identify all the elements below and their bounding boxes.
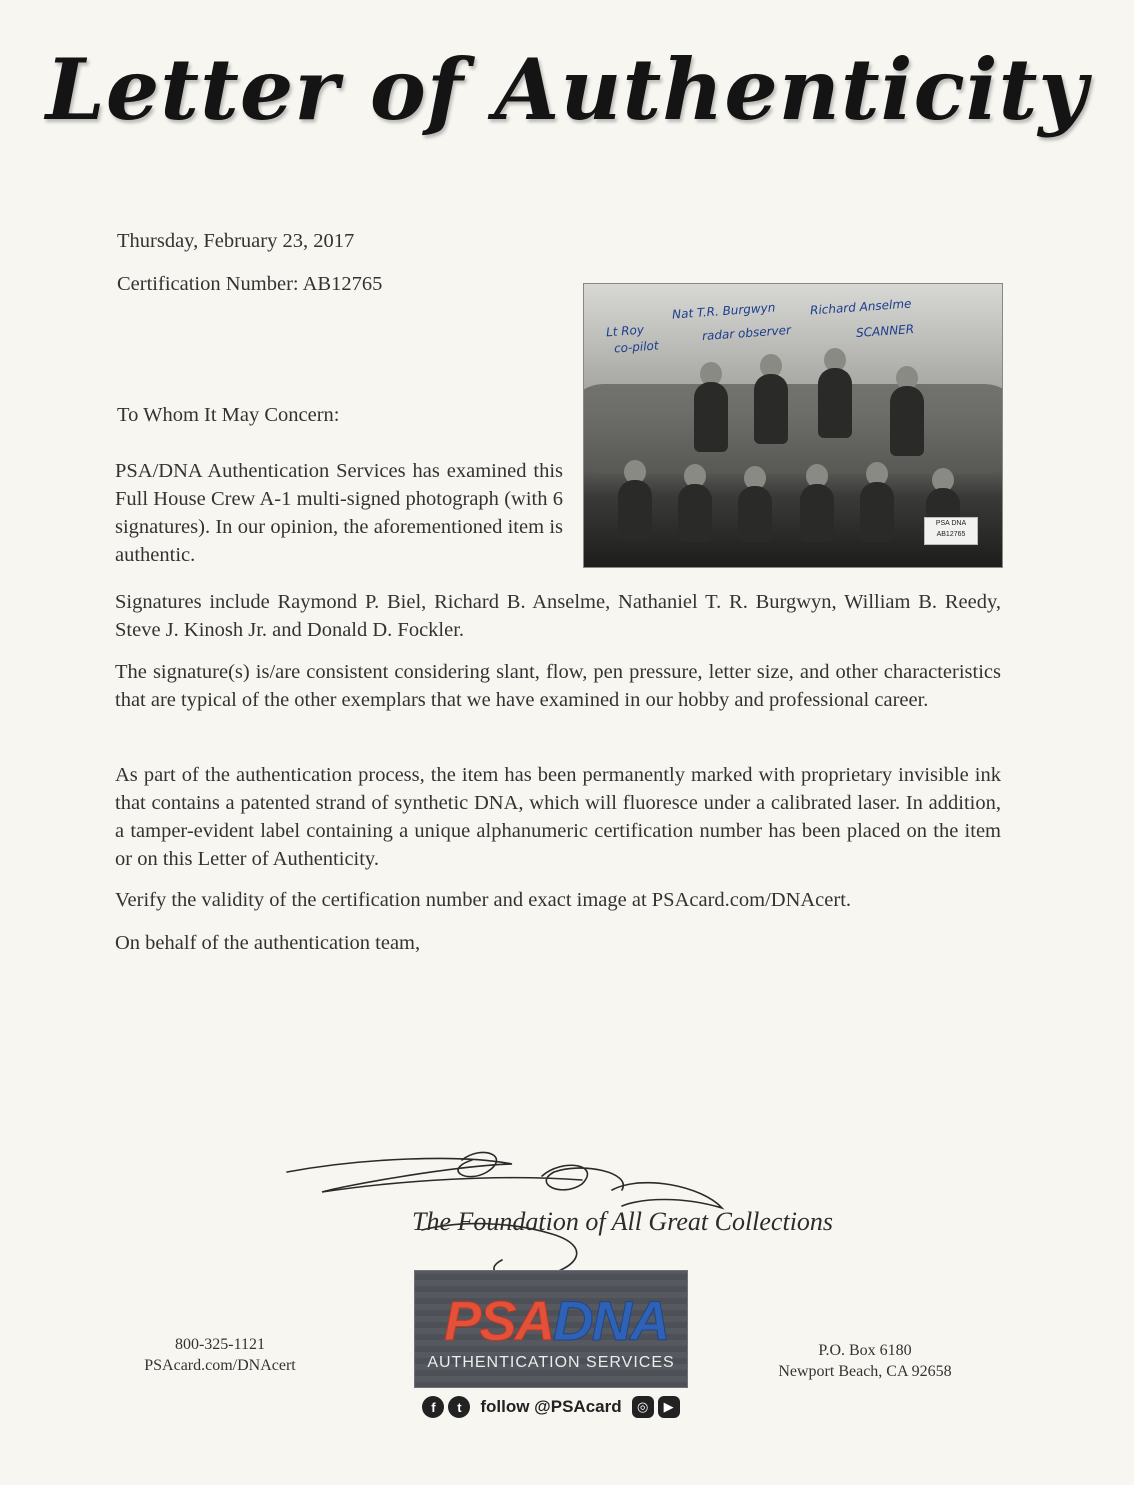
crew-member <box>738 486 772 542</box>
twitter-icon[interactable]: t <box>448 1396 470 1418</box>
website: PSAcard.com/DNAcert <box>144 1357 296 1374</box>
crew-member <box>818 368 852 438</box>
tagline: The Foundation of All Great Collections <box>412 1207 834 1236</box>
address-line2: Newport Beach, CA 92658 <box>778 1363 952 1380</box>
paragraph-signatures: Signatures include Raymond P. Biel, Richard B. Anselme, Nathaniel T. R. Burgwyn, William B. Reedy, Steve J. Kinosh Jr. and Donald D. Fockler. <box>115 591 1001 641</box>
inscription: SCANNER <box>855 321 915 341</box>
social-bar <box>414 1394 688 1420</box>
psa-dna-logo <box>414 1270 688 1388</box>
paragraph-process: As part of the authentication process, the item has been permanently marked with proprietary invisible ink that contains a patented strand of synthetic DNA, which will fluoresce under a calibrated laser. In addition, a tamper-evident label containing a unique alphanumeric certification number has been placed on the item or on this Letter of Authenticity. <box>115 764 1001 870</box>
logo-subtitle: AUTHENTICATION SERVICES <box>427 1354 675 1371</box>
inscription: co-pilot <box>613 338 660 356</box>
crew-member <box>754 374 788 444</box>
signed-photograph <box>583 283 1003 568</box>
logo-dna: DNA <box>553 1288 669 1352</box>
contact-address <box>760 1340 970 1382</box>
phone-number: 800-325-1121 <box>174 1336 266 1353</box>
salutation: To Whom It May Concern: <box>117 404 340 426</box>
youtube-icon[interactable]: ▶ <box>658 1396 680 1418</box>
crew-member <box>800 484 834 542</box>
inscription: Lt Roy <box>605 322 645 340</box>
psa-dna-sticker <box>924 517 978 545</box>
logo-psa: PSA <box>444 1288 554 1352</box>
sticker-brand: PSA DNA <box>935 520 967 527</box>
inscription: Richard Anselme <box>809 296 912 318</box>
facebook-icon[interactable]: f <box>422 1396 444 1418</box>
letter-title: Letter of Authenticity <box>45 40 1089 139</box>
social-handle[interactable]: follow @PSAcard <box>480 1397 622 1416</box>
crew-member <box>678 484 712 542</box>
paragraph-verify: Verify the validity of the certification number and exact image at PSAcard.com/DNAcert. <box>115 889 852 911</box>
sticker-number: AB12765 <box>936 531 966 538</box>
letter-date: Thursday, February 23, 2017 <box>117 230 355 252</box>
instagram-icon[interactable]: ◎ <box>632 1396 654 1418</box>
address-line1: P.O. Box 6180 <box>818 1342 912 1359</box>
crew-member <box>860 482 894 542</box>
contact-phone-web <box>130 1334 310 1376</box>
aircraft-silhouette <box>583 384 1003 474</box>
paragraph-closing: On behalf of the authentication team, <box>115 932 421 954</box>
inscription: radar observer <box>701 322 792 344</box>
crew-member <box>618 480 652 540</box>
paragraph-consistency: The signature(s) is/are consistent considering slant, flow, pen pressure, letter size, and other characteristics that are typical of the other exemplars that we have examined in our hobby and professional career. <box>115 661 1001 711</box>
certification-number: Certification Number: AB12765 <box>117 273 383 295</box>
crew-member <box>694 382 728 452</box>
crew-member <box>890 386 924 456</box>
paragraph-examination: PSA/DNA Authentication Services has examined this Full House Crew A-1 multi-signed photograph (with 6 signatures). In our opinion, the aforementioned item is authentic. <box>115 460 563 566</box>
inscription: Nat T.R. Burgwyn <box>671 300 776 322</box>
